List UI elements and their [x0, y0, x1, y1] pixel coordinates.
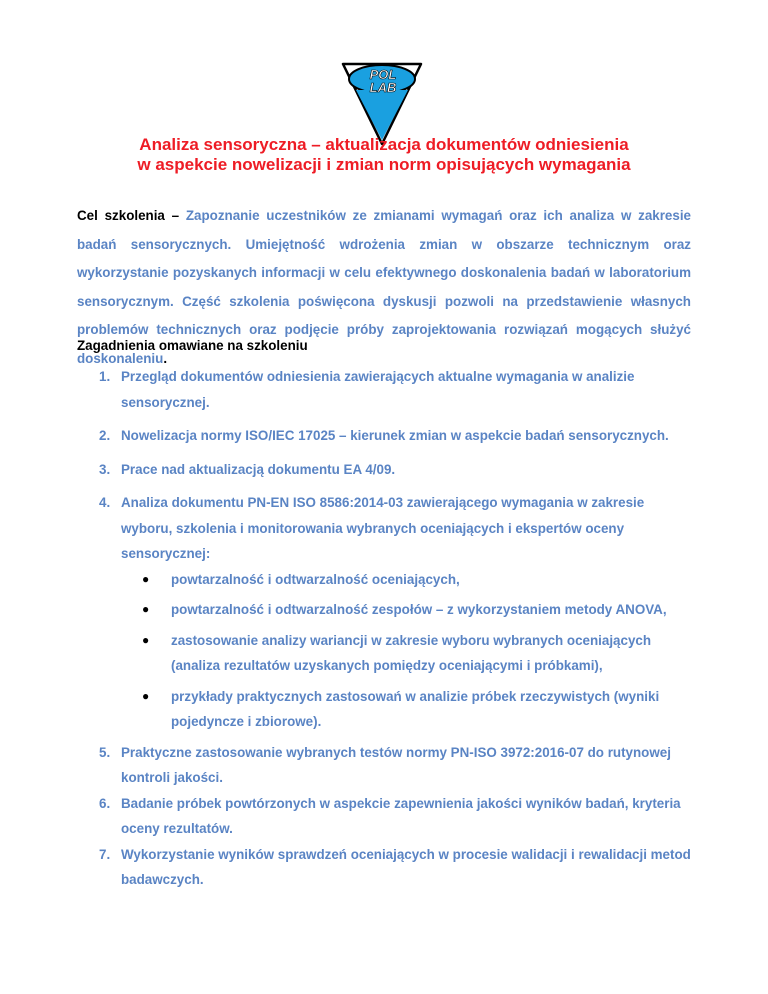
list-item	[77, 423, 697, 449]
item-text: Nowelizacja normy ISO/IEC 17025 – kierunek zmian w aspekcie badań sensorycznych.	[121, 428, 669, 443]
bullet-icon: ●	[142, 632, 150, 647]
sub-list-item	[121, 628, 697, 679]
title-line-2: w aspekcie nowelizacji i zmian norm opisujących wymagania	[137, 155, 631, 174]
item-text: Wykorzystanie wyników sprawdzeń oceniających w procesie walidacji i rewalidacji metod badawczych.	[121, 846, 691, 887]
sub-list	[121, 567, 697, 735]
item-text: Prace nad aktualizacją dokumentu EA 4/09.	[121, 461, 396, 477]
item-number: 4.	[99, 495, 111, 510]
item-text: Praktyczne zastosowanie wybranych testów normy PN-ISO 3972:2016-07 do rutynowej kontroli jakości.	[121, 744, 671, 785]
training-goal-end: .	[163, 350, 168, 366]
item-number: 5.	[99, 744, 111, 760]
bullet-icon: ●	[142, 571, 150, 586]
title-line-1: Analiza sensoryczna – aktualizacja dokumentów odniesienia	[139, 135, 629, 154]
bullet-icon: ●	[142, 688, 150, 703]
bullet-icon: ●	[142, 602, 150, 616]
list-item	[77, 740, 697, 791]
sub-list-item	[121, 684, 697, 735]
item-number: 7.	[99, 846, 111, 862]
item-number: 3.	[99, 461, 111, 477]
list-item	[77, 842, 697, 893]
training-goal-text: Zapoznanie uczestników ze zmianami wymagań oraz ich analiza w zakresie badań sensorycznych. Umiejętność wdrożenia zmian w obszarze technicznym oraz wykorzystanie pozyskanych informacji w celu efektywnego doskonalenia badań w laboratorium sensorycznym. Część szkolenia poświęcona dyskusji pozwoli na przedstawienie własnych problemów technicznych oraz podjęcie próby zaprojektowania rozwiązań mogących służyć doskonaleniu	[77, 208, 691, 366]
sub-list-item	[121, 597, 697, 623]
item-number: 2.	[99, 428, 111, 443]
list-item	[77, 457, 697, 483]
sub-item-text: przykłady praktycznych zastosowań w analizie próbek rzeczywistych (wyniki pojedyncze i zbiorowe).	[171, 688, 660, 729]
list-item	[77, 791, 697, 842]
item-text: Badanie próbek powtórzonych w aspekcie zapewnienia jakości wyników badań, kryteria oceny rezultatów.	[121, 795, 681, 836]
topics-heading: Zagadnienia omawiane na szkoleniu	[77, 338, 308, 353]
sub-item-text: powtarzalność i odtwarzalność zespołów – z wykorzystaniem metody ANOVA,	[171, 602, 667, 617]
item-number: 1.	[99, 369, 111, 384]
sub-item-text: powtarzalność i odtwarzalność oceniających,	[171, 571, 460, 587]
item-text: Analiza dokumentu PN-EN ISO 8586:2014-03 zawierającego wymagania w zakresie wyboru, szkolenia i monitorowania wybranych oceniających i ekspertów oceny sensorycznej:	[121, 495, 645, 561]
document-title	[0, 135, 768, 175]
logo-text-lab: LAB	[369, 80, 397, 95]
item-text: Przegląd dokumentów odniesienia zawierających aktualne wymagania w analizie sensorycznej.	[121, 369, 635, 410]
list-item	[77, 364, 697, 415]
logo-text-pol: POL	[369, 67, 397, 82]
training-goal-label: Cel szkolenia –	[77, 208, 186, 223]
item-number: 6.	[99, 795, 111, 811]
pollab-logo	[339, 60, 425, 146]
sub-item-text: zastosowanie analizy wariancji w zakresie wyboru wybranych oceniających (analiza rezultatów uzyskanych pomiędzy oceniającymi i próbkami),	[171, 632, 652, 673]
topics-list	[77, 364, 697, 893]
sub-list-item	[121, 567, 697, 593]
list-item	[77, 490, 697, 735]
